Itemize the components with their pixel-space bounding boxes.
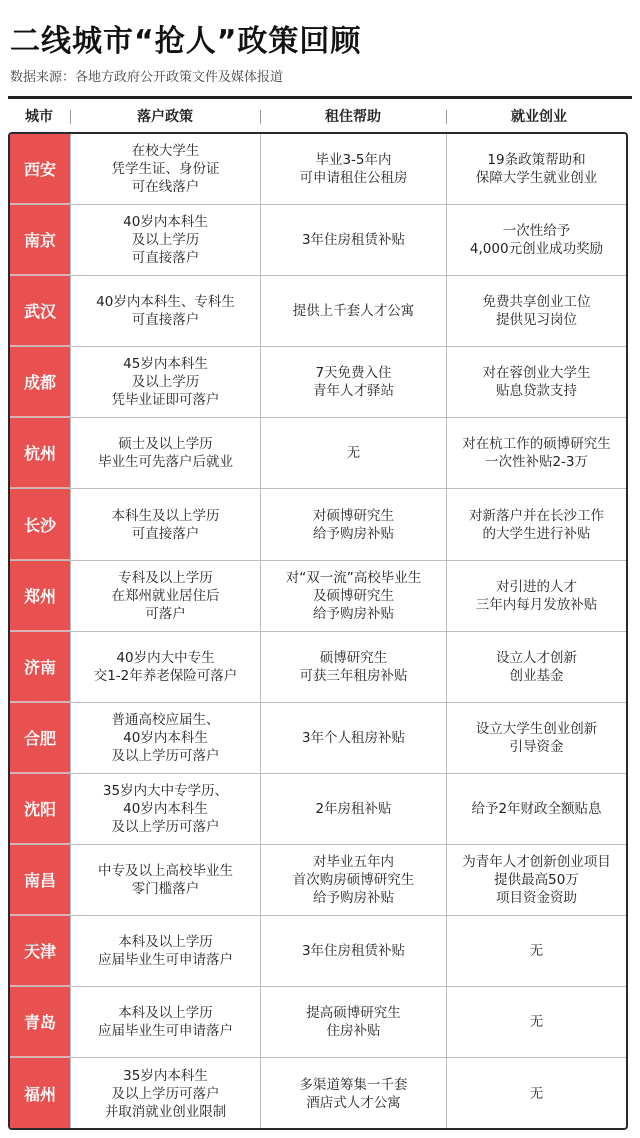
table-row: [10, 845, 626, 916]
header-city: 城市: [25, 109, 53, 125]
city-label: 济南: [10, 632, 70, 702]
hukou-policy-cell: 40岁内本科生 及以上学历 可直接落户: [70, 205, 260, 275]
employment-cell: 无: [446, 987, 626, 1057]
city-label: 青岛: [10, 987, 70, 1057]
employment-cell: 19条政策帮助和 保障大学生就业创业: [446, 134, 626, 204]
hukou-policy-cell: 45岁内本科生 及以上学历 凭毕业证即可落户: [70, 347, 260, 417]
hukou-policy-cell: 35岁内本科生 及以上学历可落户 并取消就业创业限制: [70, 1058, 260, 1129]
data-source-note: 数据来源：各地方政府公开政策文件及媒体报道: [10, 70, 284, 85]
city-label: 杭州: [10, 418, 70, 488]
city-label: 长沙: [10, 489, 70, 559]
rental-help-cell: 无: [260, 418, 446, 488]
employment-cell: 对新落户并在长沙工作 的大学生进行补贴: [446, 489, 626, 559]
table-row: [10, 205, 626, 276]
header-employment: 就业创业: [446, 99, 632, 135]
table-row: [10, 276, 626, 347]
hukou-policy-cell: 硕士及以上学历 毕业生可先落户后就业: [70, 418, 260, 488]
employment-cell: 无: [446, 1058, 626, 1129]
rental-help-cell: 2年房租补贴: [260, 774, 446, 844]
rental-help-cell: 硕博研究生 可获三年租房补贴: [260, 632, 446, 702]
employment-cell: 给予2年财政全额贴息: [446, 774, 626, 844]
city-label: 郑州: [10, 561, 70, 631]
hukou-policy-cell: 普通高校应届生、 40岁内本科生 及以上学历可落户: [70, 703, 260, 773]
city-label: 南京: [10, 205, 70, 275]
rental-help-cell: 3年住房租赁补贴: [260, 205, 446, 275]
table-header: [8, 96, 632, 135]
rental-help-cell: 对毕业五年内 首次购房硕博研究生 给予购房补贴: [260, 845, 446, 915]
employment-cell: 对引进的人才 三年内每月发放补贴: [446, 561, 626, 631]
hukou-policy-cell: 本科及以上学历 应届毕业生可申请落户: [70, 916, 260, 986]
city-label: 南昌: [10, 845, 70, 915]
employment-cell: 设立人才创新 创业基金: [446, 632, 626, 702]
employment-cell: 设立大学生创业创新 引导资金: [446, 703, 626, 773]
rental-help-cell: 提供上千套人才公寓: [260, 276, 446, 346]
rental-help-cell: 提高硕博研究生 住房补贴: [260, 987, 446, 1057]
employment-cell: 为青年人才创新创业项目 提供最高50万 项目资金资助: [446, 845, 626, 915]
rental-help-cell: 3年个人租房补贴: [260, 703, 446, 773]
employment-cell: 免费共享创业工位 提供见习岗位: [446, 276, 626, 346]
hukou-policy-cell: 本科生及以上学历 可直接落户: [70, 489, 260, 559]
table-row: [10, 134, 626, 205]
table-row: [10, 347, 626, 418]
employment-cell: 对在蓉创业大学生 贴息贷款支持: [446, 347, 626, 417]
city-label: 福州: [10, 1058, 70, 1129]
hukou-policy-cell: 40岁内大中专生 交1-2年养老保险可落户: [70, 632, 260, 702]
header-rental-help: 租住帮助: [260, 99, 446, 135]
employment-cell: 对在杭工作的硕博研究生 一次性补贴2-3万: [446, 418, 626, 488]
table-row: [10, 561, 626, 632]
hukou-policy-cell: 中专及以上高校毕业生 零门槛落户: [70, 845, 260, 915]
city-label: 西安: [10, 134, 70, 204]
table-row: [10, 418, 626, 489]
rental-help-cell: 对“双一流”高校毕业生 及硕博研究生 给予购房补贴: [260, 561, 446, 631]
page-title: 二线城市“抢人”政策回顾: [10, 24, 362, 59]
table-row: [10, 774, 626, 845]
employment-cell: 无: [446, 916, 626, 986]
employment-cell: 一次性给予 4,000元创业成功奖励: [446, 205, 626, 275]
table-row: [10, 632, 626, 703]
hukou-policy-cell: 本科及以上学历 应届毕业生可申请落户: [70, 987, 260, 1057]
table-row: [10, 1058, 626, 1129]
city-label: 天津: [10, 916, 70, 986]
hukou-policy-cell: 35岁内大中专学历、 40岁内本科生 及以上学历可落户: [70, 774, 260, 844]
header-hukou-policy: 落户政策: [70, 99, 260, 135]
table-row: [10, 703, 626, 774]
table-row: [10, 916, 626, 987]
table-row: [10, 987, 626, 1058]
hukou-policy-cell: 专科及以上学历 在郑州就业居住后 可落户: [70, 561, 260, 631]
city-label: 武汉: [10, 276, 70, 346]
hukou-policy-cell: 40岁内本科生、专科生 可直接落户: [70, 276, 260, 346]
city-label: 成都: [10, 347, 70, 417]
hukou-policy-cell: 在校大学生 凭学生证、身份证 可在线落户: [70, 134, 260, 204]
rental-help-cell: 对硕博研究生 给予购房补贴: [260, 489, 446, 559]
city-label: 沈阳: [10, 774, 70, 844]
rental-help-cell: 3年住房租赁补贴: [260, 916, 446, 986]
policy-table: [8, 132, 628, 1130]
table-row: [10, 489, 626, 560]
rental-help-cell: 毕业3-5年内 可申请租住公租房: [260, 134, 446, 204]
city-label: 合肥: [10, 703, 70, 773]
rental-help-cell: 多渠道筹集一千套 酒店式人才公寓: [260, 1058, 446, 1129]
rental-help-cell: 7天免费入住 青年人才驿站: [260, 347, 446, 417]
